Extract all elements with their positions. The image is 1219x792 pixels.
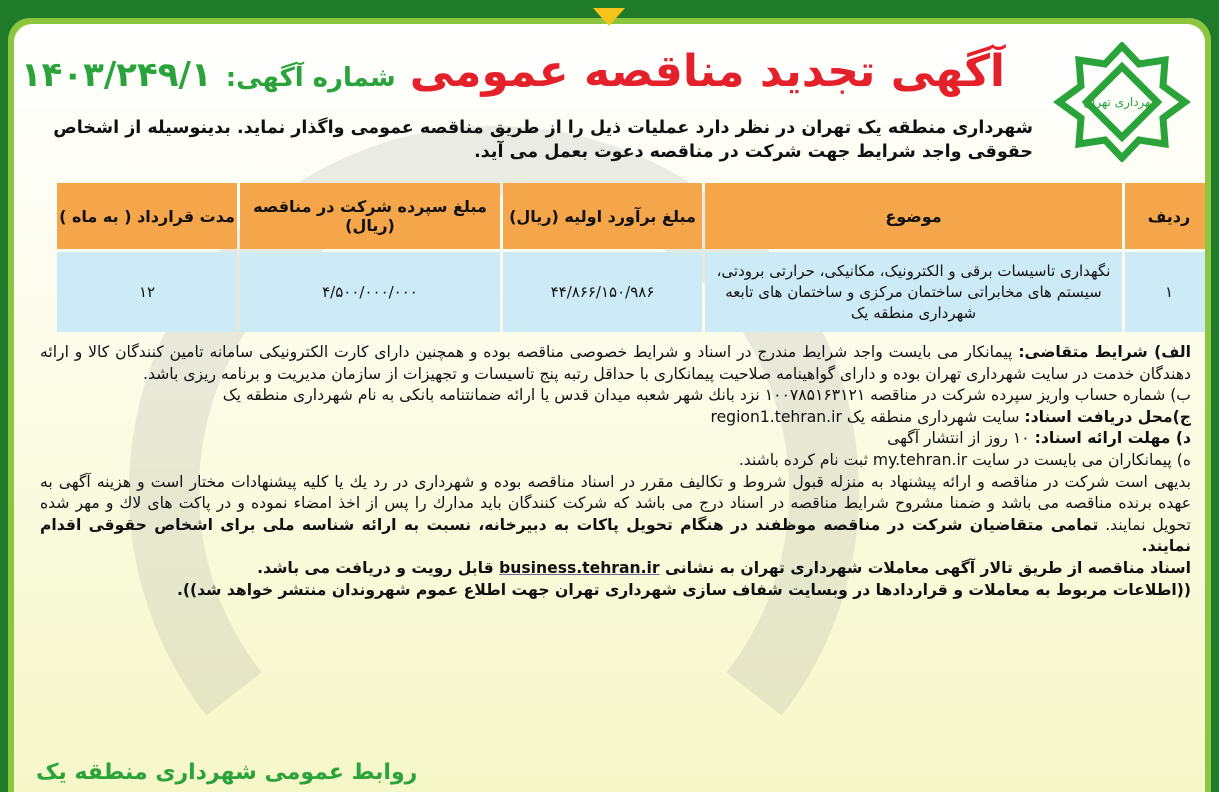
transparency-note [40,580,1191,602]
section-c-text: سایت شهرداری منطقه یک [846,407,1020,426]
cell-estimate: ۴۴/۸۶۶/۱۵۰/۹۸۶ [503,252,702,332]
ad-body [14,24,1205,792]
tehran-municipality-logo [1047,42,1197,162]
section-b: ب) شماره حساب واریز سپرده شرکت در مناقصه ۱۰۰۷۸۵۱۶۳۱۲۱ نزد بانك شهر شعبه میدان قدس یا ارائه ضمانتنامه بانکی به نام شهرداری منطقه یک [222,386,1191,405]
conditions-text [40,342,1191,601]
page-title: آگهی تجدید مناقصه عمومی [409,46,1005,97]
top-marker-icon [593,8,625,26]
section-d-label: د) مهلت ارائه اسناد: [1034,429,1191,448]
table-header-row [57,183,1205,249]
general-terms [40,472,1191,558]
intro-text: شهرداری منطقه یک تهران در نظر دارد عملیات ذیل را از طریق مناقصه عمومی واگذار نماید. بدینوسیله از اشخاص حقوقی واجد شرایط جهت شرکت در مناقصه دعوت بعمل می آید. [53,118,1033,162]
section-c-label: ج)محل دریافت اسناد: [1024,407,1191,426]
section-e [40,450,1191,472]
cell-subject: نگهداری تاسیسات برقی و الکترونیک، مکانیکی، حرارتی برودتی، سیستم های مخابراتی ساختمان مرکزی و ساختمان های تابعه شهرداری منطقه یک [705,252,1122,332]
section-e-text-end: ثبت نام کرده باشند. [738,450,868,469]
cell-deposit: ۴/۵۰۰/۰۰۰/۰۰۰ [240,252,500,332]
terms-text: بدیهی است شرکت در مناقصه و ارائه پیشنهاد به منزله قبول شروط و تکالیف مقرر در اسناد مناقصه بوده و شهرداری در رد یك یا کلیه پیشنهادات مختار است و هزینه آگهی به عهده برنده مناقصه می باشد و ضمنا مشروح شرایط مناقصه در اسناد درج می باشد که شرکت کنندگان باید مدارك را پس از اخذ امضاء نموده و در پاکت های لاك و مهر شده تحویل نمایند. [40,472,1191,534]
section-a-text: پیمانکار می بایست واجد شرایط مندرج در اسناد و شرایط خصوصی مناقصه بوده و همچنین دارای کارت الکترونیکی سامانه تامین کنندگان کالا و ارائه دهندگان خدمت در سایت شهرداری تهران بوده و دارای گواهینامه صلاحیت پیمانکاری با حداقل رتبه پنج تاسیسات و تجهیزات از سازمان مدیریت و برنامه ریزی باشد. [40,343,1191,383]
notice-number: ۱۴۰۳/۲۴۹/۱ [20,55,212,95]
title-row [21,46,1005,97]
documents-note [40,558,1191,580]
col-row-number: ردیف [1125,183,1205,249]
logo-text: شهرداری تهران [1083,95,1161,109]
signature: روابط عمومی شهرداری منطقه یک [36,760,418,785]
terms-bold-text: تمامی متقاضیان شرکت در مناقصه موظفند در هنگام تحویل پاکات به دبیرخانه، نسبت به ارائه شناسه ملی برای اشخاص حقوقی اقدام نمایند. [40,515,1191,556]
documents-text-end: قابل رویت و دریافت می باشد. [257,558,494,577]
col-subject: موضوع [705,183,1122,249]
col-duration: مدت قرارداد ( به ماه ) [57,183,237,249]
section-a [40,342,1191,385]
documents-text: اسناد مناقصه از طریق تالار آگهی معاملات شهرداری تهران به نشانی [665,558,1191,577]
section-a-label: الف) شرایط متقاضی: [1018,343,1191,361]
section-e-text: ه) پیمانکاران می بایست در سایت [972,450,1191,469]
section-d-text: ۱۰ روز از انتشار آگهی [887,429,1030,448]
col-deposit: مبلغ سپرده شرکت در مناقصه (ریال) [240,183,500,249]
business-tehran-link[interactable]: business.tehran.ir [499,558,660,577]
table-row [57,252,1205,332]
col-estimate: مبلغ برآورد اولیه (ریال) [503,183,702,249]
cell-row-number: ۱ [1125,252,1205,332]
cell-duration: ۱۲ [57,252,237,332]
region1-link[interactable]: region1.tehran.ir [710,407,842,426]
my-tehran-link[interactable]: my.tehran.ir [872,450,968,469]
ad-border [8,18,1211,792]
transparency-text: ((اطلاعات مربوط به معاملات و قراردادها در وبسایت شفاف سازی شهرداری تهران جهت اطلاع عموم شهروندان منتشر خواهد شد)). [176,580,1191,599]
section-d [40,428,1191,450]
notice-number-label: شماره آگهی: [225,63,396,93]
tender-table [54,180,1205,335]
section-c [40,407,1191,429]
